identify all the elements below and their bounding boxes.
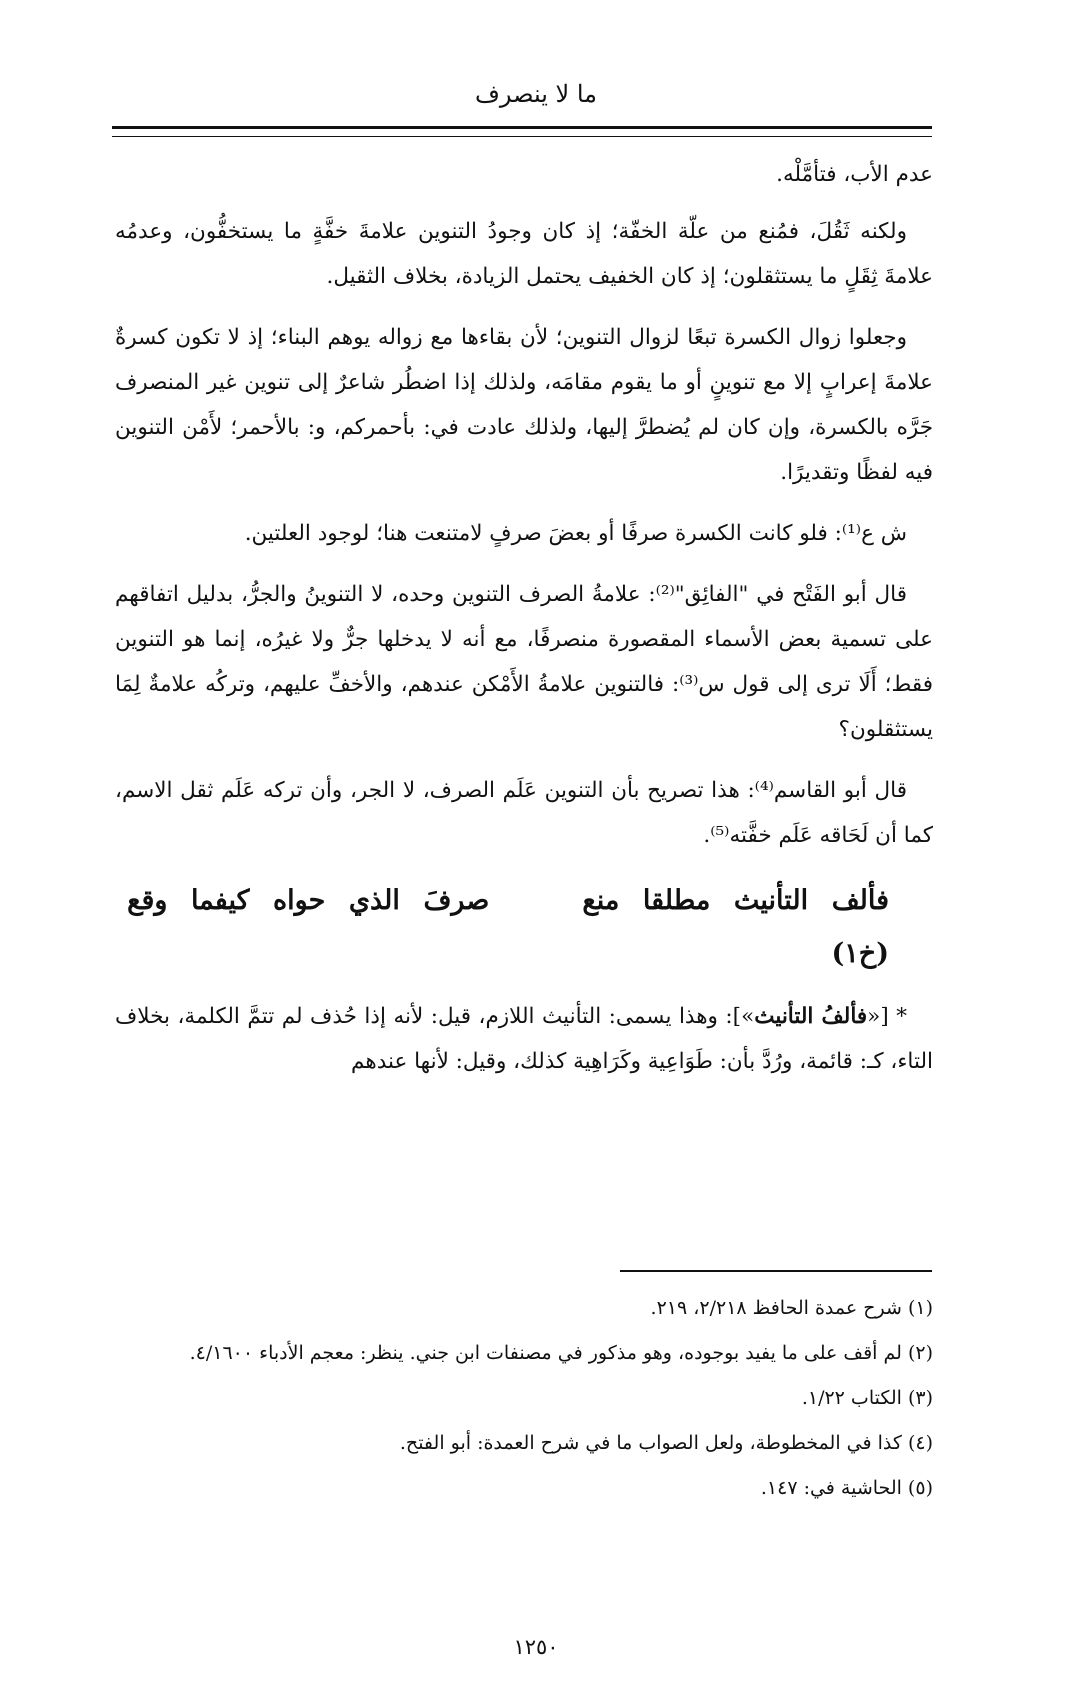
verse-word: منع (582, 885, 620, 916)
verse-reference: (خ١) (831, 938, 889, 969)
verse-word: مطلقا (642, 885, 711, 916)
commentary-paragraph (115, 994, 933, 1084)
footnote: (٢) لم أقف على ما يفيد بوجوده، وهو مذكور في مصنفات ابن جني. ينظر: معجم الأدباء ٤/١٦٠٠. (189, 1342, 933, 1364)
paragraph: عدم الأب، فتأمَّلْه. (776, 162, 933, 187)
commentary-text: »]: وهذا يسمى: التأنيث اللازم، قيل: لأنه إذا حُذف لم تتمَّ الكلمة، بخلاف التاء، كـ: قائمة، ورُدَّ بأن: طَوَاعِية وكَرَاهِية كذلك، وقيل: لأنها عندهم (115, 1004, 933, 1074)
verse-word: التأنيث (733, 885, 809, 916)
commentary-lead: * [« (867, 1004, 907, 1029)
running-header: ما لا ينصرف (475, 80, 597, 108)
commentary-lemma: فألفُ التأنيث (754, 1004, 868, 1029)
paragraph: ولكنه ثَقُلَ، فمُنع من علّة الخفّة؛ إذ كان وجودُ التنوين علامةَ خفَّةٍ ما يستخفُّون، وعدمُه علامةَ ثِقَلٍ ما يستثقلون؛ إذ كان الخفيف يحتمل الزيادة، بخلاف الثقيل. (115, 219, 933, 289)
paragraph: قال أبو القاسم⁽⁴⁾: هذا تصريح بأن التنوين عَلَم الصرف، لا الجر، وأن تركه عَلَم ثقل الاسم، كما أن لَحَاقه عَلَم خفَّته⁽⁵⁾. (115, 778, 933, 848)
poetry-verse (115, 874, 933, 928)
main-text (115, 152, 933, 1100)
paragraph: ش ع⁽¹⁾: فلو كانت الكسرة صرفًا أو بعضَ صرفٍ لامتنعت هنا؛ لوجود العلتين. (244, 521, 907, 546)
footnote: (٥) الحاشية في: ١٤٧. (760, 1477, 933, 1499)
header-rule-thin (112, 136, 932, 137)
header-rule-thick (112, 126, 932, 129)
footnotes (115, 1290, 933, 1515)
paragraph: قال أبو الفَتْح في "الفائِق"⁽²⁾: علامةُ الصرف التنوين وحده، لا التنوينُ والجرُّ، بدليل اتفاقهم على تسمية بعض الأسماء المقصورة منصرفًا، مع أنه لا يدخلها جرٌّ ولا غيرُه، إنما هو التنوين فقط؛ أَلَا ترى إلى قول س⁽³⁾: فالتنوين علامةُ الأَمْكن عندهم، والأخفِّ عليهم، وتركُه علامةٌ لِمَا يستثقلون؟ (115, 582, 933, 742)
footnote: (١) شرح عمدة الحافظ ٢/٢١٨، ٢١٩. (650, 1297, 933, 1319)
paragraph: وجعلوا زوال الكسرة تبعًا لزوال التنوين؛ لأن بقاءها مع زواله يوهم البناء؛ إذ لا تكون كسرةٌ علامةَ إعرابٍ إلا مع تنوينٍ أو ما يقوم مقامَه، ولذلك إذا اضطُر شاعرٌ إلى تنوين غير المنصرف جَرَّه بالكسرة، وإن كان لم يُضطرَّ إليها، ولذلك عادت في: بأحمركم، و: بالأحمر؛ لأَمْن التنوين فيه لفظًا وتقديرًا. (115, 325, 933, 485)
verse-word: الذي (348, 885, 400, 916)
verse-word: حواه (273, 885, 326, 916)
verse-word: فألف (831, 885, 889, 916)
verse-word: كيفما (190, 885, 250, 916)
verse-word: صرفَ (423, 885, 490, 916)
footnote: (٣) الكتاب ١/٢٢. (801, 1387, 933, 1409)
page-number: ١٢٥٠ (513, 1635, 559, 1659)
footnote-separator (620, 1270, 932, 1272)
footnote: (٤) كذا في المخطوطة، ولعل الصواب ما في شرح العمدة: أبو الفتح. (399, 1432, 933, 1454)
verse-word: وقع (127, 885, 168, 916)
